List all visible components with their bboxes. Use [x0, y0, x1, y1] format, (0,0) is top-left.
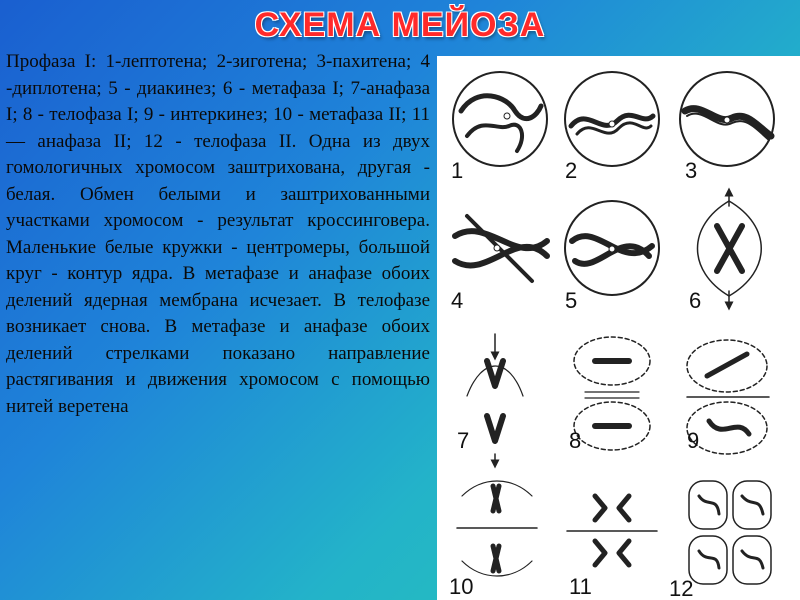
- stage-11-anaphase-2: [567, 496, 657, 599]
- stage-label: 3: [685, 158, 698, 183]
- stage-7-anaphase-1: [457, 334, 523, 464]
- stage-label: 1: [451, 158, 464, 183]
- stage-label: 4: [451, 288, 464, 313]
- meiosis-diagram-svg: [437, 56, 800, 600]
- stage-2-zygotene: [565, 72, 659, 183]
- stage-label: 11: [569, 574, 592, 599]
- stage-label: 9: [687, 428, 700, 453]
- stage-10-metaphase-2: [449, 481, 537, 599]
- stage-4-diplotene: [451, 216, 547, 313]
- stage-9-interkinesis: [687, 340, 769, 454]
- stage-label: 2: [565, 158, 578, 183]
- stage-label: 7: [457, 428, 470, 453]
- stage-5-diakinesis: [565, 201, 659, 313]
- stage-8-telophase-1: [569, 337, 650, 453]
- description-text: Профаза I: 1-лептотена; 2-зиготена; 3-пахитена; 4 -диплотена; 5 - диакинез; 6 - метафаза I; 7-анафаза I; 8 - телофаза I; 9 - интеркинез; 10 - метафаза II; 11 — анафаза II; 12 - телофаза II. Одна из двух гомологичных хромосом заштрихована, другая - белая. Обмен белыми и заштрихованными участками хромосом - результат кроссинговера. Маленькие белые кружки - центромеры, большой круг - контур ядра. В метафазе и анафазе обоих делений ядерная мембрана исчезает. В телофазе возникает снова. В метафазе и анафазе обоих делений стрелками показано направление растягивания и движения хромосом с помощью нитей веретена: [6, 51, 430, 417]
- stage-label: 12: [669, 576, 694, 600]
- stage-label: 8: [569, 428, 582, 453]
- stage-label: 10: [449, 574, 474, 599]
- stage-label: 6: [689, 288, 702, 313]
- meiosis-diagram: [437, 56, 800, 600]
- stage-6-metaphase-1: [689, 192, 761, 313]
- slide-title: СХЕМА МЕЙОЗА: [254, 6, 546, 44]
- stage-3-pachytene: [680, 72, 774, 183]
- stage-1-leptotene: [451, 72, 547, 183]
- stage-12-telophase-2: [669, 481, 771, 600]
- stage-label: 5: [565, 288, 578, 313]
